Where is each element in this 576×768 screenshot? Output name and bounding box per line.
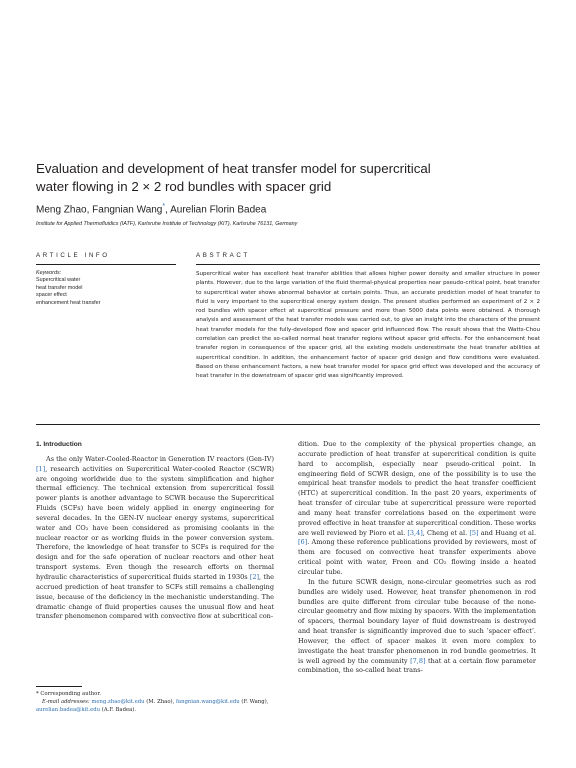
- paper-title: [36, 160, 506, 196]
- email-addresses: E-mail addresses: meng.zhao@kit.edu (M. Zhao), fangnian.wang@kit.edu (F. Wang), aurelian.badea@kit.edu (A.F. Badea).: [36, 699, 269, 714]
- keyword-item: spacer effect: [36, 292, 67, 299]
- footnote-rule: [36, 686, 82, 687]
- keyword-item: Supercritical water: [36, 277, 81, 284]
- citation-link[interactable]: [1]: [36, 464, 46, 473]
- abstract-bottom-rule: [36, 424, 540, 425]
- paragraph: dition. Due to the complexity of the physical properties change, an accurate prediction of heat transfer at supercritical condition is quite hard to accomplish, especially near pseudo-critical point. In engineering field of SCWR design, one of the possibility is to use the empirical heat transfer models to predict the heat transfer coefficient (HTC) at supercritical condition. In the past 20 years, experiments of heat transfer of circular tube at supercritical pressure were reported and many heat transfer correlations based on the experiment were proved effective in heat transfer at supercritical condition. These works are well reviewed by Pioro et al. [3,4], Cheng et al. [5] and Huang et al. [6]. Among these reference publications provided by reviewers, most of them are focused on convective heat transfer experiments above critical point with water, Freon and CO₂ flowing inside a heated circular tube.: [298, 440, 537, 576]
- abstract-rule: [196, 264, 540, 265]
- keyword-item: heat transfer model: [36, 284, 83, 291]
- citation-link[interactable]: [7,8]: [410, 656, 426, 665]
- author-names-rest: , Aurelian Florin Badea: [165, 204, 267, 216]
- citation-link[interactable]: [5]: [469, 528, 479, 537]
- citation-link[interactable]: [6]: [298, 538, 308, 547]
- article-info-rule: [36, 264, 176, 265]
- title-line-2: water flowing in 2 × 2 rod bundles with spacer grid: [36, 179, 332, 194]
- title-line-1: Evaluation and development of heat transfer model for supercritical: [36, 161, 431, 176]
- author-names: Meng Zhao, Fangnian Wang: [36, 204, 163, 216]
- author-list: [36, 200, 516, 217]
- email-link[interactable]: aurelian.badea@kit.edu: [36, 707, 101, 714]
- corresponding-author-note: * Corresponding author.: [36, 691, 101, 697]
- article-info-heading: ARTICLE INFO: [36, 252, 110, 259]
- paragraph: In the future SCWR design, none-circular geometries such as rod bundles are widely used. However, heat transfer phenomenon in rod bundles are quite different from circular tube because of the none-circular geometry and flow mixing by spacers. With the implementation of spacers, thermal boundary layer of fluid downstream is destroyed and heat transfer is significantly improved due to such ‘spacer effect’. However, the effect of spacer makes it even more complex to investigate the heat transfer phenomenon in rod bundle geometries. It is well agreed by the community [7,8] that at a certain flow parameter combination, the so-called heat trans-: [298, 577, 536, 675]
- paragraph: As the only Water-Cooled-Reactor in Generation IV reactors (Gen-IV) [1], research activities on Supercritical Water-cooled Reactor (SCWR) are ongoing worldwide due to the system simplification and higher thermal efficiency. The technical extension from supercritical fossil power plants is another advantage to SCWR because the Supercritical Fluids (SCFs) have been widely applied in energy engineering for several decades. In the GEN-IV nuclear energy systems, supercritical water and CO₂ have been considered as promising coolants in the nuclear reactor or as working fluids in the power conversion system. Therefore, the knowledge of heat transfer to SCFs is required for the design and for the safe operation of nuclear reactors and other heat transport systems. Even though the research efforts on thermal hydraulic characteristics of supercritical fluids started in 1930s [2], the accrued prediction of heat transfer to SCFs still remains a challenging issue, because of the deficiency in the mechanistic understanding. The dramatic change of fluid properties causes the unusual flow and heat transfer phenomenon compared with convective flow at subcritical con-: [36, 454, 274, 621]
- keyword-item: enhancement heat transfer: [36, 299, 101, 306]
- affiliation: Institute for Applied Thermofluidics (IATF), Karlsruhe Institute of Technology (KIT), Karlsruhe 76131, Germany: [36, 221, 298, 227]
- left-column: [36, 440, 274, 622]
- keywords-block: [36, 270, 176, 307]
- corresponding-author-mark[interactable]: *: [162, 203, 166, 210]
- section-heading-introduction: 1. Introduction: [36, 441, 82, 448]
- right-column: [298, 440, 536, 676]
- citation-link[interactable]: [2]: [249, 572, 260, 581]
- footnotes: [36, 690, 274, 715]
- email-link[interactable]: fangnian.wang@kit.edu: [175, 699, 240, 706]
- abstract-heading: ABSTRACT: [196, 252, 250, 259]
- email-link[interactable]: meng.zhao@kit.edu: [91, 699, 145, 706]
- keywords-label: Keywords:: [36, 270, 62, 276]
- citation-link[interactable]: [3,4]: [407, 528, 423, 537]
- abstract-text: Supercritical water has excellent heat transfer abilities that allows higher power density and smaller structure in power plants. However, due to the large variation of the fluid thermal-physical properties near pseudo-critical point, heat transfer to supercritical water shows abnormal behavior at certain points. Thus, an accurate prediction model of heat transfer to fluid is very important to the supercritical energy system design. The present studies performed an experiment of 2 × 2 rod bundles with spacer effect at supercritical pressure and more than 5000 data points were obtained. A thorough analysis and assessment of the heat transfer models was carried out, to give an insight into the characters of the present heat transfer models for the fully-developed flow and spacer grid influenced flow. The result shows that the Watts-Chou correlation can predict the so-called normal heat transfer regions without spacer grid effects. For the enhancement heat transfer region in consequence of the spacer grid, all the existing models underestimate the heat transfer abilities at supercritical condition. In addition, the enhancement factor of spacer grid design and flow conditions were evaluated. Based on these enhancement factors, a new heat transfer model for space grid effect was developed and the accuracy of heat transfer in the downstream of spacer grid was significantly improved.: [196, 271, 540, 380]
